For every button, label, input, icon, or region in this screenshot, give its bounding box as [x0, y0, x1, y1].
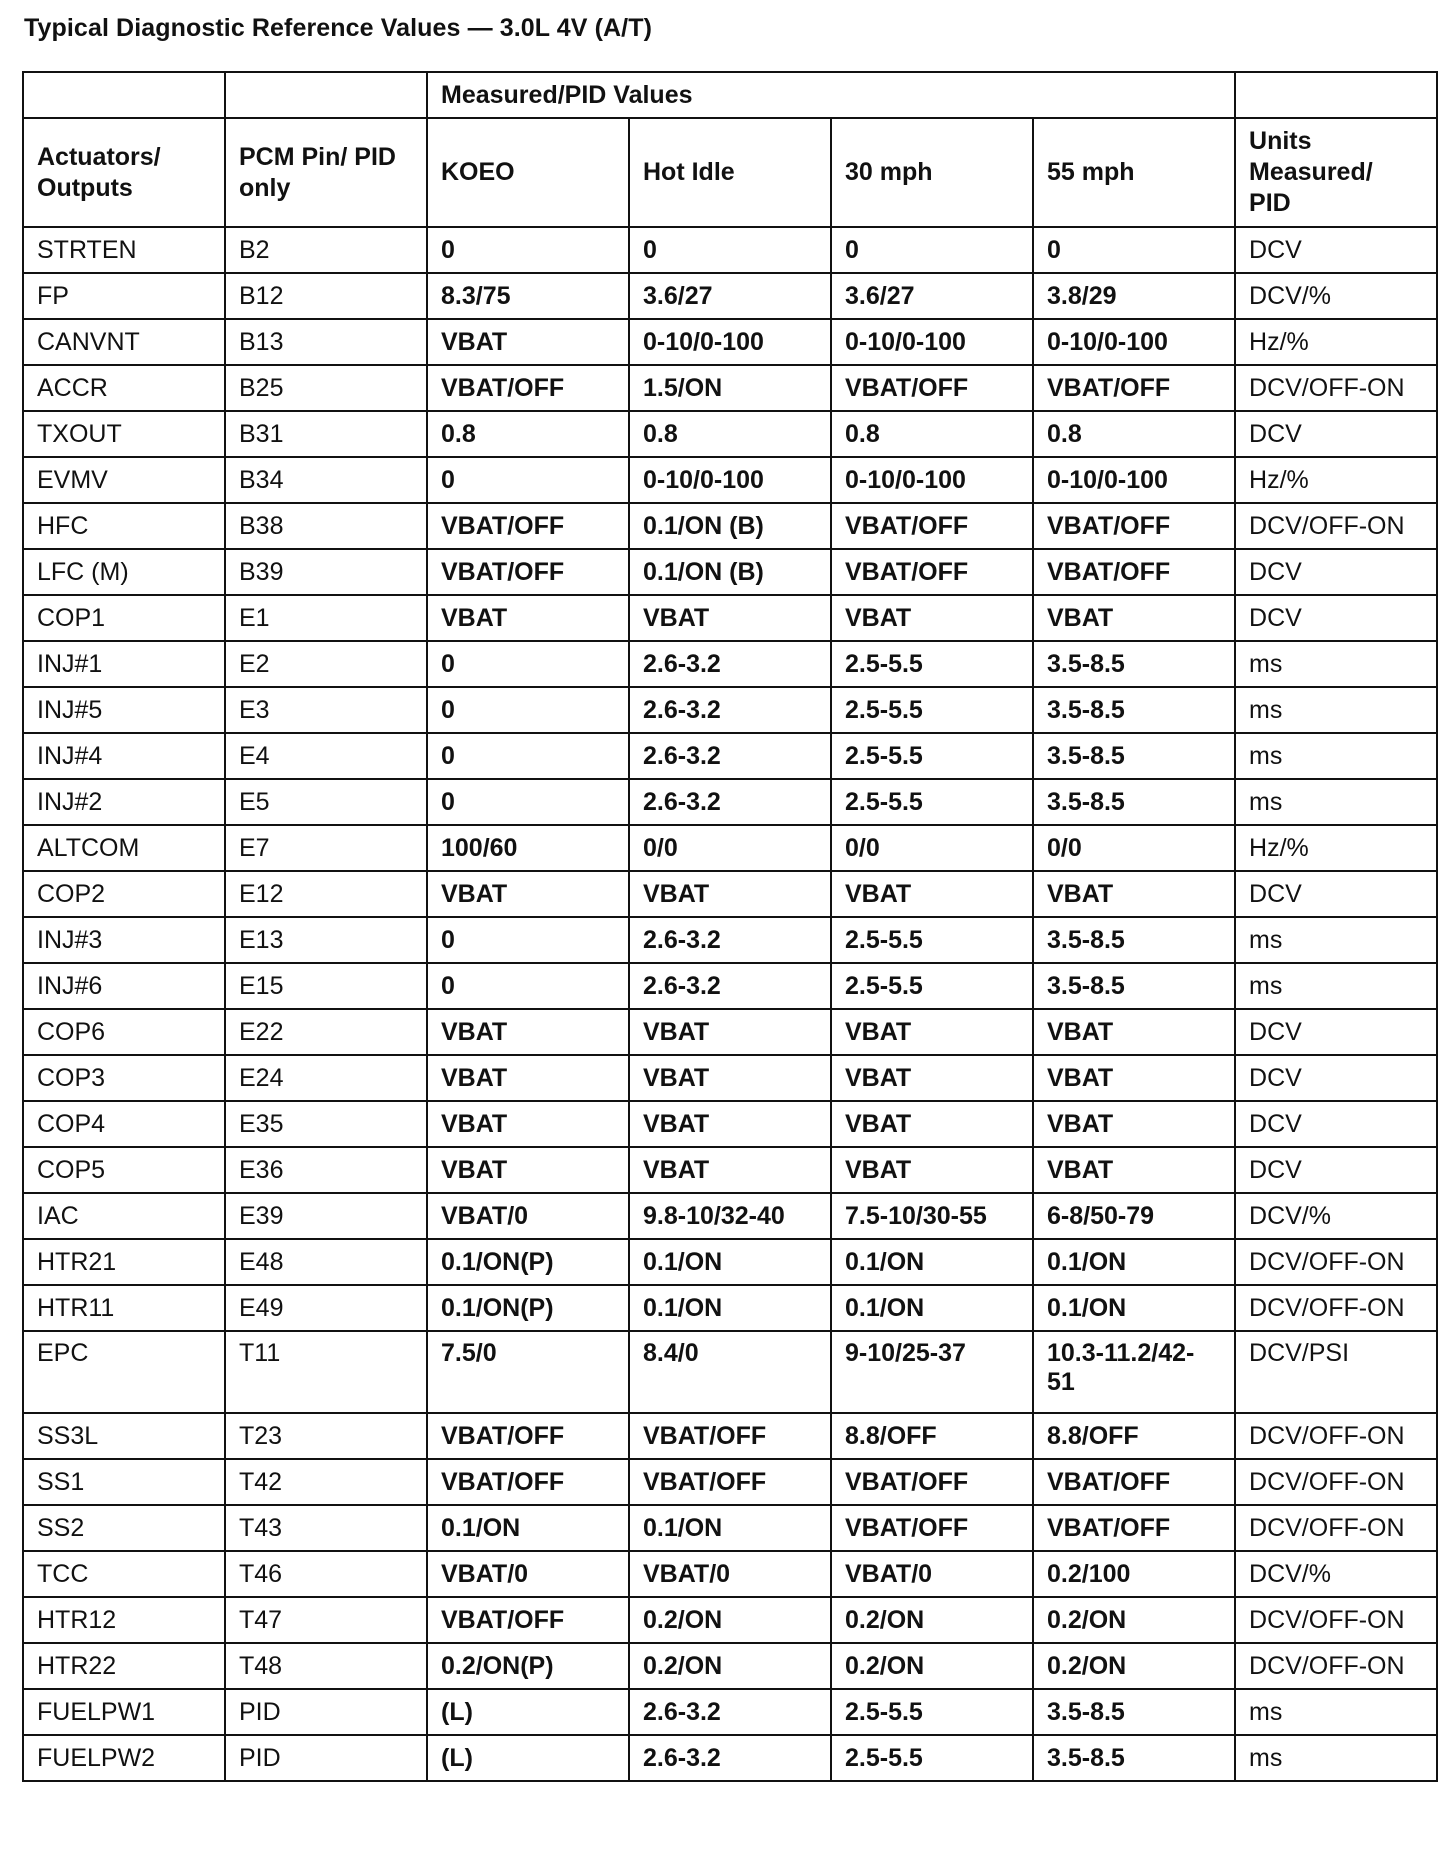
table-row	[23, 1505, 1437, 1551]
table-row	[23, 1413, 1437, 1459]
pcm-pin-cell: E5	[225, 779, 427, 825]
30mph-cell: VBAT	[831, 595, 1033, 641]
hot-idle-cell: 2.6-3.2	[629, 733, 831, 779]
actuator-cell: HTR22	[23, 1643, 225, 1689]
table-row	[23, 1459, 1437, 1505]
55mph-cell: 0.1/ON	[1033, 1239, 1235, 1285]
55mph-cell: 0.2/100	[1033, 1551, 1235, 1597]
units-cell: ms	[1235, 641, 1437, 687]
koeo-cell: VBAT	[427, 319, 629, 365]
measured-pid-values-header: Measured/PID Values	[427, 72, 1235, 118]
actuator-cell: SS3L	[23, 1413, 225, 1459]
hot-idle-cell: 0.1/ON (B)	[629, 503, 831, 549]
units-cell: DCV/OFF-ON	[1235, 1413, 1437, 1459]
pcm-pin-cell: PID	[225, 1735, 427, 1781]
hot-idle-cell: 0-10/0-100	[629, 457, 831, 503]
55mph-cell: 8.8/OFF	[1033, 1413, 1235, 1459]
table-row	[23, 1147, 1437, 1193]
hot-idle-cell: 0/0	[629, 825, 831, 871]
pcm-pin-cell: B38	[225, 503, 427, 549]
pcm-pin-cell: E13	[225, 917, 427, 963]
koeo-cell: VBAT	[427, 595, 629, 641]
units-cell: DCV/OFF-ON	[1235, 1597, 1437, 1643]
pcm-pin-cell: B25	[225, 365, 427, 411]
actuator-cell: COP1	[23, 595, 225, 641]
units-cell: DCV/%	[1235, 1193, 1437, 1239]
actuator-cell: COP6	[23, 1009, 225, 1055]
30mph-cell: 0/0	[831, 825, 1033, 871]
units-cell: ms	[1235, 963, 1437, 1009]
55mph-cell: 3.5-8.5	[1033, 641, 1235, 687]
table-row	[23, 503, 1437, 549]
pcm-pin-cell: E39	[225, 1193, 427, 1239]
actuator-cell: HTR11	[23, 1285, 225, 1331]
55mph-cell: VBAT/OFF	[1033, 1505, 1235, 1551]
group-header-row	[23, 72, 1437, 118]
koeo-cell: 0	[427, 641, 629, 687]
hot-idle-cell: VBAT	[629, 1009, 831, 1055]
actuator-cell: INJ#1	[23, 641, 225, 687]
units-cell: ms	[1235, 733, 1437, 779]
30mph-cell: 0.1/ON	[831, 1285, 1033, 1331]
55mph-cell: VBAT	[1033, 871, 1235, 917]
table-row	[23, 779, 1437, 825]
koeo-cell: VBAT/0	[427, 1551, 629, 1597]
units-cell: Hz/%	[1235, 825, 1437, 871]
hot-idle-cell: 0-10/0-100	[629, 319, 831, 365]
col-header-koeo: KOEO	[427, 118, 629, 227]
units-cell: DCV/%	[1235, 273, 1437, 319]
table-row	[23, 1193, 1437, 1239]
koeo-cell: VBAT	[427, 1147, 629, 1193]
pcm-pin-cell: T48	[225, 1643, 427, 1689]
hot-idle-cell: VBAT/OFF	[629, 1459, 831, 1505]
actuator-cell: FP	[23, 273, 225, 319]
table-row	[23, 917, 1437, 963]
table-row	[23, 871, 1437, 917]
actuator-cell: ALTCOM	[23, 825, 225, 871]
pcm-pin-cell: T23	[225, 1413, 427, 1459]
hot-idle-cell: VBAT/0	[629, 1551, 831, 1597]
pcm-pin-cell: PID	[225, 1689, 427, 1735]
koeo-cell: VBAT/OFF	[427, 549, 629, 595]
30mph-cell: 2.5-5.5	[831, 641, 1033, 687]
koeo-cell: 0.1/ON	[427, 1505, 629, 1551]
units-cell: DCV/OFF-ON	[1235, 1285, 1437, 1331]
koeo-cell: 100/60	[427, 825, 629, 871]
hot-idle-cell: VBAT/OFF	[629, 1413, 831, 1459]
pcm-pin-cell: E36	[225, 1147, 427, 1193]
pcm-pin-cell: B31	[225, 411, 427, 457]
koeo-cell: VBAT	[427, 1009, 629, 1055]
table-row	[23, 1331, 1437, 1413]
column-header-row	[23, 118, 1437, 227]
hot-idle-cell: 2.6-3.2	[629, 963, 831, 1009]
55mph-cell: 0.1/ON	[1033, 1285, 1235, 1331]
30mph-cell: VBAT/OFF	[831, 1505, 1033, 1551]
hot-idle-cell: 2.6-3.2	[629, 917, 831, 963]
30mph-cell: 0-10/0-100	[831, 319, 1033, 365]
actuator-cell: SS2	[23, 1505, 225, 1551]
pcm-pin-cell: E49	[225, 1285, 427, 1331]
units-cell: DCV/OFF-ON	[1235, 365, 1437, 411]
actuator-cell: INJ#5	[23, 687, 225, 733]
55mph-cell: 0.8	[1033, 411, 1235, 457]
actuator-cell: ACCR	[23, 365, 225, 411]
30mph-cell: 0.2/ON	[831, 1597, 1033, 1643]
koeo-cell: 0.2/ON(P)	[427, 1643, 629, 1689]
hot-idle-cell: 2.6-3.2	[629, 641, 831, 687]
koeo-cell: (L)	[427, 1735, 629, 1781]
55mph-cell: 3.5-8.5	[1033, 917, 1235, 963]
table-row	[23, 1735, 1437, 1781]
koeo-cell: VBAT/OFF	[427, 1413, 629, 1459]
pcm-pin-cell: E35	[225, 1101, 427, 1147]
hot-idle-cell: VBAT	[629, 1101, 831, 1147]
hot-idle-cell: 0.1/ON	[629, 1505, 831, 1551]
55mph-cell: 0-10/0-100	[1033, 319, 1235, 365]
koeo-cell: 0.1/ON(P)	[427, 1285, 629, 1331]
hot-idle-cell: 0.1/ON	[629, 1239, 831, 1285]
actuator-cell: INJ#4	[23, 733, 225, 779]
actuator-cell: HFC	[23, 503, 225, 549]
55mph-cell: 3.5-8.5	[1033, 733, 1235, 779]
koeo-cell: 0	[427, 963, 629, 1009]
col-header-55mph: 55 mph	[1033, 118, 1235, 227]
group-header-blank	[23, 72, 225, 118]
hot-idle-cell: 0.1/ON (B)	[629, 549, 831, 595]
55mph-cell: 6-8/50-79	[1033, 1193, 1235, 1239]
hot-idle-cell: 0.1/ON	[629, 1285, 831, 1331]
pcm-pin-cell: T47	[225, 1597, 427, 1643]
koeo-cell: 0.1/ON(P)	[427, 1239, 629, 1285]
table-body	[23, 227, 1437, 1781]
koeo-cell: 8.3/75	[427, 273, 629, 319]
units-cell: DCV/OFF-ON	[1235, 1505, 1437, 1551]
actuator-cell: INJ#3	[23, 917, 225, 963]
55mph-cell: VBAT	[1033, 1055, 1235, 1101]
hot-idle-cell: VBAT	[629, 595, 831, 641]
30mph-cell: VBAT/OFF	[831, 503, 1033, 549]
table-row	[23, 319, 1437, 365]
page-title: Typical Diagnostic Reference Values — 3.0L 4V (A/T)	[24, 14, 652, 42]
55mph-cell: VBAT	[1033, 1101, 1235, 1147]
table-row	[23, 365, 1437, 411]
units-cell: DCV	[1235, 871, 1437, 917]
group-header-blank	[1235, 72, 1437, 118]
actuator-cell: IAC	[23, 1193, 225, 1239]
30mph-cell: VBAT/OFF	[831, 365, 1033, 411]
actuator-cell: COP3	[23, 1055, 225, 1101]
col-header-actuators: Actuators/ Outputs	[23, 118, 225, 227]
30mph-cell: 2.5-5.5	[831, 779, 1033, 825]
30mph-cell: 2.5-5.5	[831, 963, 1033, 1009]
hot-idle-cell: 2.6-3.2	[629, 779, 831, 825]
hot-idle-cell: 1.5/ON	[629, 365, 831, 411]
hot-idle-cell: 2.6-3.2	[629, 1735, 831, 1781]
table-row	[23, 825, 1437, 871]
table-row	[23, 1551, 1437, 1597]
actuator-cell: TXOUT	[23, 411, 225, 457]
actuator-cell: LFC (M)	[23, 549, 225, 595]
30mph-cell: VBAT	[831, 871, 1033, 917]
pcm-pin-cell: E22	[225, 1009, 427, 1055]
units-cell: Hz/%	[1235, 457, 1437, 503]
koeo-cell: VBAT/OFF	[427, 1597, 629, 1643]
30mph-cell: VBAT	[831, 1009, 1033, 1055]
pcm-pin-cell: E3	[225, 687, 427, 733]
units-cell: DCV	[1235, 411, 1437, 457]
pcm-pin-cell: T46	[225, 1551, 427, 1597]
actuator-cell: TCC	[23, 1551, 225, 1597]
reference-values-table	[22, 71, 1438, 1782]
actuator-cell: INJ#2	[23, 779, 225, 825]
units-cell: DCV/OFF-ON	[1235, 1459, 1437, 1505]
col-header-30mph: 30 mph	[831, 118, 1033, 227]
hot-idle-cell: 0.8	[629, 411, 831, 457]
pcm-pin-cell: B13	[225, 319, 427, 365]
55mph-cell: 3.5-8.5	[1033, 687, 1235, 733]
30mph-cell: 2.5-5.5	[831, 917, 1033, 963]
koeo-cell: 7.5/0	[427, 1331, 629, 1413]
koeo-cell: 0.8	[427, 411, 629, 457]
pcm-pin-cell: B39	[225, 549, 427, 595]
actuator-cell: STRTEN	[23, 227, 225, 273]
units-cell: DCV	[1235, 549, 1437, 595]
units-cell: DCV/OFF-ON	[1235, 1239, 1437, 1285]
55mph-cell: 3.5-8.5	[1033, 1689, 1235, 1735]
pcm-pin-cell: B34	[225, 457, 427, 503]
units-cell: ms	[1235, 917, 1437, 963]
55mph-cell: 0	[1033, 227, 1235, 273]
hot-idle-cell: 8.4/0	[629, 1331, 831, 1413]
pcm-pin-cell: E2	[225, 641, 427, 687]
55mph-cell: 3.5-8.5	[1033, 963, 1235, 1009]
pcm-pin-cell: T43	[225, 1505, 427, 1551]
55mph-cell: 0/0	[1033, 825, 1235, 871]
pcm-pin-cell: E12	[225, 871, 427, 917]
55mph-cell: VBAT/OFF	[1033, 365, 1235, 411]
actuator-cell: EPC	[23, 1331, 225, 1413]
actuator-cell: CANVNT	[23, 319, 225, 365]
pcm-pin-cell: B12	[225, 273, 427, 319]
table-row	[23, 733, 1437, 779]
col-header-units: Units Measured/ PID	[1235, 118, 1437, 227]
actuator-cell: EVMV	[23, 457, 225, 503]
col-header-pcm-pin: PCM Pin/ PID only	[225, 118, 427, 227]
55mph-cell: 3.5-8.5	[1033, 779, 1235, 825]
55mph-cell: 0.2/ON	[1033, 1597, 1235, 1643]
pcm-pin-cell: E48	[225, 1239, 427, 1285]
table-row	[23, 687, 1437, 733]
30mph-cell: 3.6/27	[831, 273, 1033, 319]
units-cell: DCV/PSI	[1235, 1331, 1437, 1413]
units-cell: DCV	[1235, 1055, 1437, 1101]
pcm-pin-cell: B2	[225, 227, 427, 273]
pcm-pin-cell: E1	[225, 595, 427, 641]
table-row	[23, 1239, 1437, 1285]
30mph-cell: VBAT	[831, 1055, 1033, 1101]
table-row	[23, 641, 1437, 687]
pcm-pin-cell: T11	[225, 1331, 427, 1413]
table-row	[23, 1055, 1437, 1101]
hot-idle-cell: 0.2/ON	[629, 1597, 831, 1643]
30mph-cell: VBAT	[831, 1101, 1033, 1147]
koeo-cell: VBAT/OFF	[427, 503, 629, 549]
hot-idle-cell: VBAT	[629, 1147, 831, 1193]
actuator-cell: COP5	[23, 1147, 225, 1193]
pcm-pin-cell: E24	[225, 1055, 427, 1101]
55mph-cell: VBAT	[1033, 1147, 1235, 1193]
table-row	[23, 273, 1437, 319]
hot-idle-cell: 2.6-3.2	[629, 1689, 831, 1735]
table-row	[23, 549, 1437, 595]
table-row	[23, 227, 1437, 273]
table-row	[23, 1597, 1437, 1643]
pcm-pin-cell: E7	[225, 825, 427, 871]
units-cell: ms	[1235, 779, 1437, 825]
col-header-hot-idle: Hot Idle	[629, 118, 831, 227]
table-row	[23, 457, 1437, 503]
koeo-cell: VBAT	[427, 1101, 629, 1147]
units-cell: ms	[1235, 1689, 1437, 1735]
table-row	[23, 411, 1437, 457]
units-cell: DCV/OFF-ON	[1235, 503, 1437, 549]
30mph-cell: 0-10/0-100	[831, 457, 1033, 503]
koeo-cell: 0	[427, 687, 629, 733]
hot-idle-cell: VBAT	[629, 871, 831, 917]
55mph-cell: VBAT/OFF	[1033, 549, 1235, 595]
table-row	[23, 1689, 1437, 1735]
units-cell: DCV/%	[1235, 1551, 1437, 1597]
units-cell: ms	[1235, 687, 1437, 733]
30mph-cell: 2.5-5.5	[831, 1689, 1033, 1735]
pcm-pin-cell: E15	[225, 963, 427, 1009]
actuator-cell: SS1	[23, 1459, 225, 1505]
30mph-cell: 0.1/ON	[831, 1239, 1033, 1285]
55mph-cell: VBAT/OFF	[1033, 503, 1235, 549]
hot-idle-cell: 2.6-3.2	[629, 687, 831, 733]
actuator-cell: FUELPW2	[23, 1735, 225, 1781]
55mph-cell: 10.3-11.2/42-51	[1033, 1331, 1235, 1413]
55mph-cell: 0.2/ON	[1033, 1643, 1235, 1689]
units-cell: DCV	[1235, 227, 1437, 273]
30mph-cell: 0.8	[831, 411, 1033, 457]
units-cell: DCV	[1235, 1101, 1437, 1147]
actuator-cell: COP4	[23, 1101, 225, 1147]
hot-idle-cell: 3.6/27	[629, 273, 831, 319]
hot-idle-cell: 0	[629, 227, 831, 273]
koeo-cell: VBAT/OFF	[427, 1459, 629, 1505]
30mph-cell: 2.5-5.5	[831, 733, 1033, 779]
hot-idle-cell: 0.2/ON	[629, 1643, 831, 1689]
koeo-cell: VBAT	[427, 871, 629, 917]
55mph-cell: VBAT/OFF	[1033, 1459, 1235, 1505]
actuator-cell: COP2	[23, 871, 225, 917]
koeo-cell: 0	[427, 733, 629, 779]
55mph-cell: 3.5-8.5	[1033, 1735, 1235, 1781]
30mph-cell: VBAT/OFF	[831, 549, 1033, 595]
koeo-cell: 0	[427, 227, 629, 273]
55mph-cell: 3.8/29	[1033, 273, 1235, 319]
table-row	[23, 1643, 1437, 1689]
30mph-cell: 8.8/OFF	[831, 1413, 1033, 1459]
actuator-cell: INJ#6	[23, 963, 225, 1009]
55mph-cell: VBAT	[1033, 1009, 1235, 1055]
units-cell: DCV	[1235, 595, 1437, 641]
units-cell: DCV	[1235, 1147, 1437, 1193]
pcm-pin-cell: T42	[225, 1459, 427, 1505]
30mph-cell: 9-10/25-37	[831, 1331, 1033, 1413]
group-header-blank	[225, 72, 427, 118]
30mph-cell: VBAT/OFF	[831, 1459, 1033, 1505]
table-row	[23, 1285, 1437, 1331]
30mph-cell: 0	[831, 227, 1033, 273]
55mph-cell: 0-10/0-100	[1033, 457, 1235, 503]
units-cell: DCV	[1235, 1009, 1437, 1055]
table-row	[23, 963, 1437, 1009]
hot-idle-cell: VBAT	[629, 1055, 831, 1101]
30mph-cell: 2.5-5.5	[831, 1735, 1033, 1781]
30mph-cell: 7.5-10/30-55	[831, 1193, 1033, 1239]
table-row	[23, 595, 1437, 641]
30mph-cell: VBAT	[831, 1147, 1033, 1193]
30mph-cell: 0.2/ON	[831, 1643, 1033, 1689]
55mph-cell: VBAT	[1033, 595, 1235, 641]
30mph-cell: 2.5-5.5	[831, 687, 1033, 733]
actuator-cell: HTR21	[23, 1239, 225, 1285]
table-row	[23, 1009, 1437, 1055]
koeo-cell: 0	[427, 779, 629, 825]
koeo-cell: VBAT/0	[427, 1193, 629, 1239]
koeo-cell: VBAT	[427, 1055, 629, 1101]
koeo-cell: 0	[427, 917, 629, 963]
pcm-pin-cell: E4	[225, 733, 427, 779]
actuator-cell: HTR12	[23, 1597, 225, 1643]
table-row	[23, 1101, 1437, 1147]
units-cell: ms	[1235, 1735, 1437, 1781]
hot-idle-cell: 9.8-10/32-40	[629, 1193, 831, 1239]
actuator-cell: FUELPW1	[23, 1689, 225, 1735]
units-cell: Hz/%	[1235, 319, 1437, 365]
koeo-cell: VBAT/OFF	[427, 365, 629, 411]
koeo-cell: 0	[427, 457, 629, 503]
units-cell: DCV/OFF-ON	[1235, 1643, 1437, 1689]
koeo-cell: (L)	[427, 1689, 629, 1735]
30mph-cell: VBAT/0	[831, 1551, 1033, 1597]
